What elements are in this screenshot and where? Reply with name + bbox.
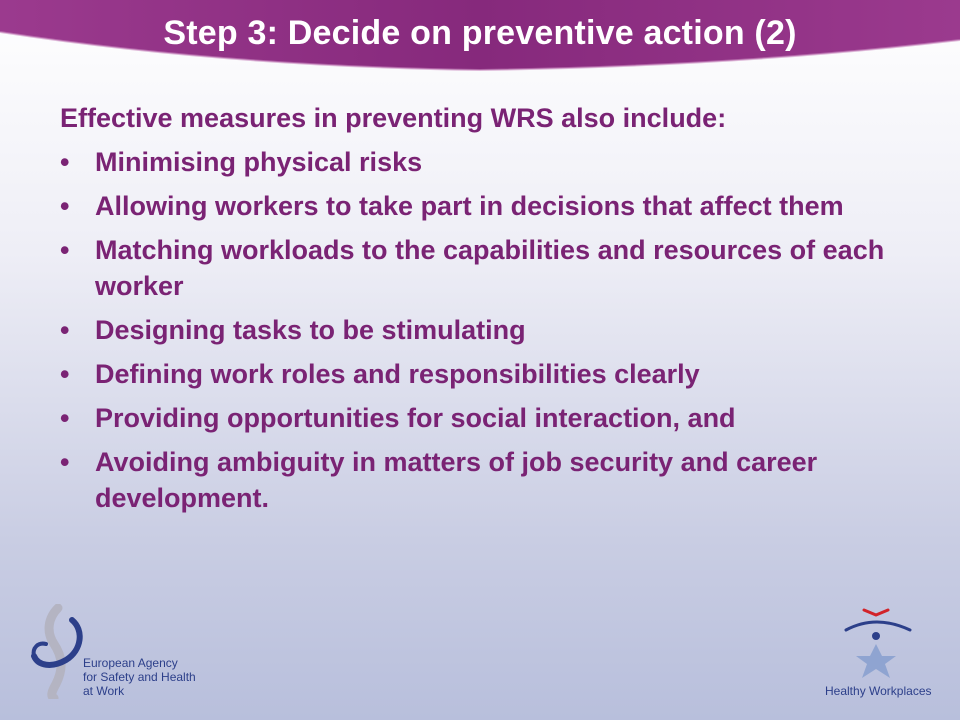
list-item (60, 232, 920, 304)
list-item-text: Matching workloads to the capabilities and resources of each worker (95, 235, 885, 301)
list-item-text: Defining work roles and responsibilities clearly (95, 359, 700, 389)
eu-osha-logo (28, 604, 196, 699)
list-item (60, 144, 920, 180)
bullet-glyph: • (60, 191, 70, 221)
agency-line: European Agency (83, 656, 178, 670)
campaign-name: Healthy Workplaces (825, 684, 932, 698)
list-item-text: Allowing workers to take part in decisions that affect them (95, 191, 844, 221)
eu-osha-emblem-icon (28, 604, 88, 699)
bullet-glyph: • (60, 447, 70, 477)
slide-title: Step 3: Decide on preventive action (2) (163, 14, 797, 52)
list-item (60, 312, 920, 348)
agency-name (83, 656, 196, 698)
healthy-workplaces-logo (820, 604, 940, 704)
intro-text: Effective measures in preventing WRS also include: (60, 103, 727, 133)
agency-line: for Safety and Health (83, 670, 196, 684)
bullet-glyph: • (60, 403, 70, 433)
bullet-glyph: • (60, 315, 70, 345)
agency-line: at Work (83, 684, 125, 698)
list-item (60, 356, 920, 392)
list-item-text: Providing opportunities for social interaction, and (95, 403, 736, 433)
list-item (60, 400, 920, 436)
bullet-glyph: • (60, 147, 70, 177)
healthy-workplaces-emblem-icon (838, 604, 918, 682)
bullet-list (60, 144, 920, 516)
bullet-glyph: • (60, 235, 70, 265)
list-item (60, 188, 920, 224)
list-item-text: Avoiding ambiguity in matters of job security and career development. (95, 447, 818, 513)
list-item-text: Minimising physical risks (95, 147, 423, 177)
list-item-text: Designing tasks to be stimulating (95, 315, 526, 345)
list-item (60, 444, 920, 516)
slide-body (60, 100, 920, 524)
bullet-glyph: • (60, 359, 70, 389)
